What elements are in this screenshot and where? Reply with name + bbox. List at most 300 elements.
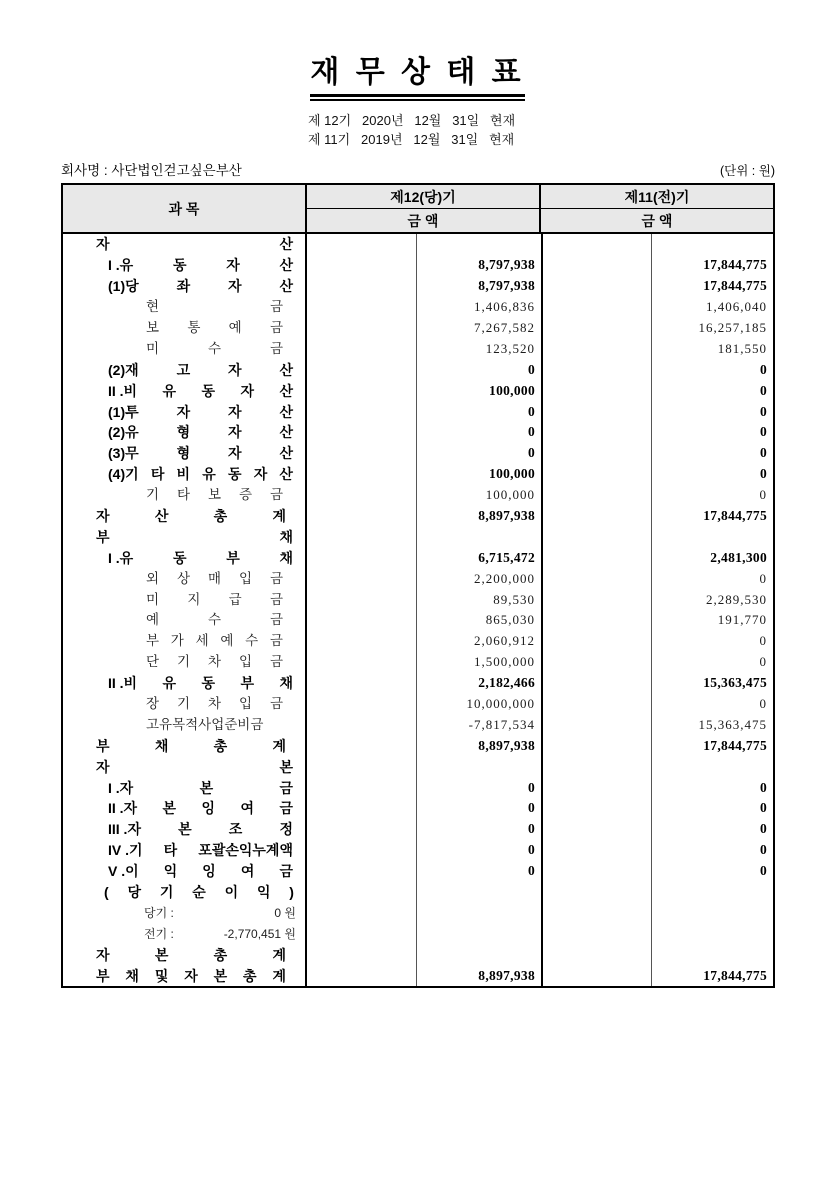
amount-current-blank (307, 903, 417, 924)
account-name-token: 수 (207, 612, 222, 628)
account-name-token: 여 (240, 800, 254, 817)
amount-prior-blank (543, 965, 652, 986)
account-name-token: 매 (207, 570, 222, 586)
note-value: -2,770,451 원 (223, 927, 296, 942)
amount-current (417, 547, 543, 568)
title-block (310, 56, 524, 101)
account-name (63, 945, 286, 965)
amount-current (417, 923, 543, 944)
account-name-cell (63, 673, 307, 694)
account-name (63, 694, 283, 714)
account-name-token: (1)당 (108, 278, 139, 295)
table-row (63, 255, 773, 276)
account-name-token: 지 (187, 591, 201, 607)
amount-prior-value: 0 (759, 654, 767, 670)
amount-current-blank (307, 673, 417, 694)
account-name-token: II .자 (108, 800, 138, 817)
account-name-token: 금 (279, 779, 293, 796)
account-name-token: 자 (176, 403, 191, 420)
account-name-token: 산 (279, 466, 293, 483)
account-name-cell (63, 944, 307, 965)
amount-prior-blank (543, 861, 652, 882)
account-name-cell (63, 610, 307, 631)
table-row (63, 714, 773, 735)
amount-prior-blank (543, 923, 652, 944)
amount-current-value: 0 (527, 779, 535, 795)
account-name-token: (1)투 (108, 403, 139, 420)
table-body (63, 234, 773, 986)
account-name-token: 자 (228, 424, 242, 441)
account-name-cell (63, 547, 307, 568)
account-name (63, 422, 293, 442)
account-name-cell (63, 422, 307, 443)
amount-current-blank (307, 840, 417, 861)
amount-current-value: 6,715,472 (478, 549, 535, 565)
amount-current (417, 631, 543, 652)
amount-current-value: 8,897,938 (478, 967, 535, 983)
table-row (63, 338, 773, 359)
amount-current-blank (307, 652, 417, 673)
account-name-cell (63, 819, 307, 840)
amount-prior (652, 422, 773, 443)
title-underline-thin (310, 99, 524, 101)
amount-current-blank (307, 234, 417, 255)
account-name (63, 381, 293, 401)
table-row (63, 234, 773, 255)
account-name-token: 채 (125, 967, 139, 984)
amount-current-value: 8,897,938 (478, 737, 535, 753)
amount-current-blank (307, 735, 417, 756)
table-row (63, 631, 773, 652)
account-name-token: 본 (213, 967, 228, 984)
amount-prior-blank (543, 338, 652, 359)
account-name-token: 차 (207, 696, 222, 712)
amount-prior-value: 17,844,775 (703, 967, 767, 983)
account-name-token: 형 (176, 424, 191, 441)
account-name-cell (63, 234, 307, 255)
account-name-token: 금 (269, 340, 283, 356)
account-name-token: 부 (96, 528, 110, 545)
amount-current (417, 965, 543, 986)
account-name-cell (63, 840, 307, 861)
header-prior-period: 제11(전)기 (541, 185, 773, 209)
account-name-token: IV .기 (108, 842, 143, 859)
amount-prior-blank (543, 506, 652, 527)
account-name-cell (63, 631, 307, 652)
account-name-token: 여 (240, 863, 255, 880)
amount-prior (652, 944, 773, 965)
account-name-token: 채 (279, 549, 293, 566)
title-area (0, 0, 835, 101)
account-name-token: 형 (176, 445, 191, 462)
account-name-token: 총 (243, 967, 257, 984)
account-name-cell (63, 756, 307, 777)
amount-current (417, 798, 543, 819)
amount-prior-blank (543, 380, 652, 401)
account-name-token: 자 (96, 236, 110, 253)
account-name-token: 동 (172, 257, 187, 274)
meta-row (61, 159, 775, 179)
header-current-period: 제12(당)기 (307, 185, 539, 209)
amount-prior-blank (543, 777, 652, 798)
amount-prior-blank (543, 694, 652, 715)
account-name-token: 금 (279, 800, 293, 817)
account-name-token: 채 (279, 528, 293, 545)
amount-prior-blank (543, 756, 652, 777)
account-name (63, 882, 294, 902)
amount-prior (652, 318, 773, 339)
amount-current-blank (307, 756, 417, 777)
account-name (63, 255, 293, 275)
account-name-cell (63, 359, 307, 380)
amount-current-value: 123,520 (485, 340, 535, 356)
amount-prior-value: 17,844,775 (703, 508, 767, 524)
amount-prior (652, 610, 773, 631)
amount-current (417, 652, 543, 673)
period-lines (308, 111, 835, 149)
account-name-token: 익 (256, 884, 271, 901)
account-name-cell (63, 443, 307, 464)
account-name-token: 계 (272, 946, 286, 963)
amount-prior (652, 526, 773, 547)
amount-prior-value: 0 (759, 800, 767, 816)
account-name-token: 및 (154, 967, 169, 984)
amount-current (417, 276, 543, 297)
amount-current-value: 0 (527, 361, 535, 377)
table-row (63, 652, 773, 673)
account-name (63, 631, 283, 651)
amount-current (417, 819, 543, 840)
amount-current-blank (307, 547, 417, 568)
account-name-token: I .유 (108, 549, 134, 566)
amount-prior-value: 15,363,475 (698, 716, 767, 732)
amount-current-value: 100,000 (489, 466, 535, 482)
table-row (63, 735, 773, 756)
amount-prior-value: 181,550 (717, 340, 767, 356)
net-income-note (63, 904, 296, 921)
amount-prior (652, 443, 773, 464)
amount-prior (652, 276, 773, 297)
amount-current-blank (307, 297, 417, 318)
account-name-token: 순 (192, 884, 206, 901)
account-name-token: 유 (202, 466, 216, 483)
amount-prior-blank (543, 589, 652, 610)
table-row (63, 882, 773, 903)
account-name-token: II .비 (108, 675, 138, 692)
amount-current-blank (307, 944, 417, 965)
table-row (63, 443, 773, 464)
account-name-token: 산 (279, 361, 293, 378)
period-line-prior: 제 11기 2019년 12월 31일 현재 (308, 132, 515, 147)
amount-prior-blank (543, 485, 652, 506)
account-name-cell (63, 276, 307, 297)
account-name-token: 자 (226, 257, 240, 274)
account-name-cell (63, 589, 307, 610)
account-name-token: 보 (207, 487, 222, 503)
account-name (63, 736, 286, 756)
account-name-token: 동 (172, 549, 187, 566)
account-name-token: 유 (162, 382, 177, 399)
amount-prior (652, 840, 773, 861)
amount-prior-value: 17,844,775 (703, 737, 767, 753)
balance-sheet-table (61, 183, 775, 988)
account-name-cell (63, 297, 307, 318)
account-name-token: 금 (269, 299, 283, 315)
account-name-token: (2)재 (108, 361, 139, 378)
table-row (63, 840, 773, 861)
table-row (63, 380, 773, 401)
amount-current-value: 0 (527, 403, 535, 419)
account-name-token: 현 (146, 299, 160, 315)
account-name-token: 기 (176, 696, 191, 712)
table-row (63, 673, 773, 694)
amount-current (417, 422, 543, 443)
account-name-token: 자 (96, 758, 110, 775)
account-name-token: 계 (272, 737, 286, 754)
account-name-token: 익 (163, 863, 178, 880)
amount-current-blank (307, 359, 417, 380)
amount-prior-blank (543, 610, 652, 631)
account-name (63, 506, 286, 526)
account-name-cell (63, 526, 307, 547)
account-name-token: 총 (213, 737, 228, 754)
amount-current-blank (307, 694, 417, 715)
amount-prior (652, 234, 773, 255)
amount-current (417, 589, 543, 610)
table-row (63, 694, 773, 715)
account-name-token: 부 (146, 633, 160, 649)
account-name-token: 본 (154, 946, 169, 963)
account-name-token: 기 (176, 654, 191, 670)
table-row (63, 506, 773, 527)
note-label: 전기 : (144, 927, 174, 942)
amount-current-blank (307, 318, 417, 339)
amount-current (417, 485, 543, 506)
amount-prior-value: 2,289,530 (706, 591, 767, 607)
account-name (63, 610, 283, 630)
amount-current-blank (307, 485, 417, 506)
account-name-token: 본 (162, 800, 177, 817)
account-name-token: (3)무 (108, 445, 139, 462)
amount-current-value: 0 (527, 863, 535, 879)
amount-current (417, 380, 543, 401)
account-name-token: 금 (269, 654, 283, 670)
amount-current-value: 100,000 (489, 382, 535, 398)
amount-prior-value: 0 (759, 424, 767, 440)
account-name-token: 총 (213, 508, 228, 525)
account-name-token: 고유목적사업준비금 (146, 716, 264, 732)
amount-current-blank (307, 631, 417, 652)
account-name-token: 좌 (176, 278, 191, 295)
amount-prior (652, 631, 773, 652)
amount-current-blank (307, 819, 417, 840)
account-name-token: (4)기 (108, 466, 139, 483)
amount-prior-blank (543, 714, 652, 735)
account-name-token: III .자 (108, 821, 141, 838)
account-name-token: 산 (279, 382, 293, 399)
account-name (63, 464, 293, 484)
account-name (63, 840, 293, 860)
account-name-token: 상 (176, 570, 191, 586)
account-name-token: 동 (201, 675, 216, 692)
amount-current-blank (307, 965, 417, 986)
account-name-cell (63, 255, 307, 276)
amount-current (417, 673, 543, 694)
amount-prior (652, 756, 773, 777)
amount-prior (652, 777, 773, 798)
table-row (63, 923, 773, 944)
account-name-token: 부 (226, 549, 240, 566)
table-row (63, 965, 773, 986)
account-name-token: 비 (176, 466, 191, 483)
table-row (63, 819, 773, 840)
account-name-token: 기 (159, 884, 174, 901)
account-name-token: 이 (224, 884, 239, 901)
account-name-token: 금 (269, 612, 283, 628)
period-line-current: 제 12기 2020년 12월 31일 현재 (308, 113, 516, 128)
account-name-token: 잉 (201, 800, 216, 817)
account-name-token: I .유 (108, 257, 134, 274)
amount-prior-blank (543, 234, 652, 255)
account-name-token: 입 (238, 696, 252, 712)
amount-current-value: 2,200,000 (474, 570, 535, 586)
account-name-token: 미 (146, 591, 160, 607)
amount-current-value: 0 (527, 842, 535, 858)
amount-current-value: 8,897,938 (478, 508, 535, 524)
table-row (63, 944, 773, 965)
account-name-token: 통 (187, 320, 201, 335)
account-name-token: 금 (279, 863, 293, 880)
amount-current-blank (307, 714, 417, 735)
amount-current-blank (307, 861, 417, 882)
account-name-token: 부 (96, 737, 110, 754)
amount-prior (652, 255, 773, 276)
amount-prior (652, 485, 773, 506)
account-name-token: 산 (279, 403, 293, 420)
amount-current-blank (307, 589, 417, 610)
account-name-token: 산 (279, 236, 293, 253)
amount-current-blank (307, 255, 417, 276)
account-name-token: 자 (228, 361, 242, 378)
amount-current (417, 756, 543, 777)
amount-prior-blank (543, 798, 652, 819)
amount-prior (652, 652, 773, 673)
amount-current-value: 8,797,938 (478, 257, 535, 273)
amount-current (417, 297, 543, 318)
amount-prior-value: 0 (759, 842, 767, 858)
amount-prior (652, 380, 773, 401)
amount-prior-value: 0 (759, 403, 767, 419)
table-row (63, 589, 773, 610)
amount-current-blank (307, 464, 417, 485)
account-name-cell (63, 652, 307, 673)
account-name-token: 장 (146, 696, 160, 712)
amount-prior-blank (543, 318, 652, 339)
amount-prior-blank (543, 359, 652, 380)
account-name-token: 계 (272, 508, 286, 525)
amount-current-blank (307, 422, 417, 443)
account-name-token: 채 (154, 737, 169, 754)
account-name-token: 자 (228, 403, 242, 420)
account-name (63, 590, 283, 610)
amount-prior (652, 464, 773, 485)
table-row (63, 861, 773, 882)
account-name (63, 402, 293, 422)
document-title: 재 무 상 태 표 (310, 56, 525, 89)
title-underline-thick (310, 94, 524, 97)
account-name (63, 485, 283, 505)
table-row (63, 777, 773, 798)
amount-current-blank (307, 276, 417, 297)
table-row (63, 903, 773, 924)
amount-prior (652, 965, 773, 986)
account-name-token: 동 (201, 382, 216, 399)
account-name-token: 타 (163, 842, 178, 859)
account-name-token: 자 (96, 508, 110, 525)
account-name-token: 부 (240, 675, 254, 692)
amount-prior-blank (543, 652, 652, 673)
account-name-cell (63, 882, 307, 903)
amount-current-blank (307, 506, 417, 527)
account-name-token: 금 (269, 570, 283, 586)
amount-current-value: 1,500,000 (474, 654, 535, 670)
amount-prior-blank (543, 297, 652, 318)
header-amount-prior: 금 액 (641, 212, 673, 229)
account-name-token: 단 (146, 654, 160, 670)
amount-prior (652, 861, 773, 882)
amount-current (417, 401, 543, 422)
amount-prior-blank (543, 443, 652, 464)
amount-prior (652, 735, 773, 756)
amount-current (417, 882, 543, 903)
account-name (63, 819, 293, 839)
table-row (63, 359, 773, 380)
amount-prior-blank (543, 631, 652, 652)
amount-prior-blank (543, 422, 652, 443)
amount-current-value: 0 (527, 800, 535, 816)
amount-prior-blank (543, 464, 652, 485)
account-name-token: 조 (228, 821, 243, 838)
table-row (63, 756, 773, 777)
account-name-cell (63, 568, 307, 589)
amount-current-value: 2,060,912 (474, 633, 535, 649)
amount-current-blank (307, 380, 417, 401)
table-row (63, 422, 773, 443)
amount-prior-value: 0 (759, 445, 767, 461)
account-name-token: (2)유 (108, 424, 139, 441)
header-current-period-group (307, 185, 541, 232)
account-name-token: 금 (269, 633, 283, 649)
amount-prior-blank (543, 903, 652, 924)
amount-current (417, 526, 543, 547)
amount-prior-value: 16,257,185 (698, 320, 767, 335)
net-income-note (63, 925, 296, 942)
amount-prior-blank (543, 735, 652, 756)
account-name (63, 966, 286, 986)
account-name-cell (63, 485, 307, 506)
account-name-token: 산 (279, 257, 293, 274)
account-name-cell (63, 380, 307, 401)
account-name (63, 861, 293, 881)
account-name-token: 정 (279, 821, 293, 838)
account-name-token: 자 (184, 967, 198, 984)
amount-current (417, 443, 543, 464)
amount-prior-value: 0 (759, 570, 767, 586)
account-name-token: 본 (279, 758, 293, 775)
amount-current (417, 944, 543, 965)
account-name-token: 자 (228, 278, 242, 295)
amount-prior (652, 923, 773, 944)
